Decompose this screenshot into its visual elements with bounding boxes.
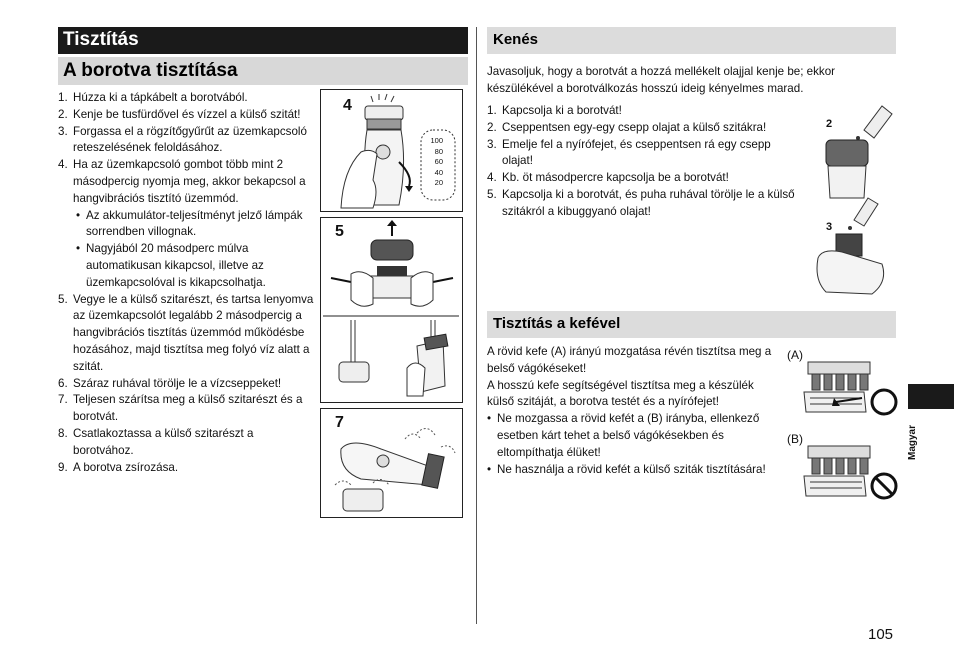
- brush-illustration: [784, 346, 899, 526]
- step-number: 6.: [58, 376, 68, 390]
- list-item: [487, 170, 797, 187]
- lubrication-intro-text: Javasoljuk, hogy a borotvát a hozzá mellékelt olajjal kenje be; ekkor készülékével a borotválkozás hosszú ideig kényelmes marad.: [487, 65, 836, 95]
- list-item: [58, 460, 316, 477]
- battery-level-40: 40: [434, 167, 443, 177]
- step-text: Forgassa el a rögzítőgyűrűt az üzemkapcsoló reteszelésének feloldásához.: [73, 124, 307, 155]
- list-item: [487, 137, 797, 171]
- step-text: Csatlakoztassa a külső szitarészt a borotvához.: [73, 426, 254, 457]
- battery-level-100: 100: [430, 136, 443, 145]
- step-text: Kenje be tusfürdővel és vízzel a külső szitát!: [73, 107, 301, 121]
- step-text: A borotva zsírozása.: [73, 460, 179, 474]
- page-title: [58, 57, 468, 85]
- remove-head-illustration: [321, 218, 462, 402]
- column-divider: [476, 27, 477, 624]
- bullet-text: Nagyjából 20 másodperc múlva automatikusan kikapcsol, illetve az üzemkapcsolóval is kikapcsolhatja.: [86, 242, 266, 289]
- figure-5: [320, 217, 463, 403]
- figure-number: 5: [335, 223, 344, 240]
- step-number: 8.: [58, 426, 68, 440]
- list-item: [58, 426, 316, 460]
- list-item: [487, 103, 797, 120]
- step-number: 5.: [58, 292, 68, 306]
- step-number: 3.: [58, 124, 68, 138]
- step-number: 4.: [487, 171, 497, 185]
- step4-bullets: [73, 208, 316, 292]
- step-number: 5.: [487, 187, 497, 201]
- list-item: [487, 462, 779, 479]
- lubrication-heading: [487, 27, 896, 54]
- page-title-text: A borotva tisztítása: [63, 60, 238, 81]
- cleaning-steps: [58, 90, 316, 476]
- step-number: 1.: [58, 91, 68, 104]
- figure-2-number: 2: [826, 118, 833, 130]
- list-item: [487, 187, 797, 221]
- lubrication-steps-list: [487, 103, 797, 221]
- list-item: [58, 90, 316, 107]
- step-number: 7.: [58, 393, 68, 407]
- step-text: Kapcsolja ki a borotvát, és puha ruhával törölje le a külső szitákról a kibuggyanó olajat!: [502, 187, 795, 218]
- battery-level-20: 20: [434, 178, 443, 187]
- battery-levels: [427, 136, 443, 189]
- step-text: Kb. öt másodpercre kapcsolja be a borotvát!: [502, 171, 729, 185]
- list-item: [487, 120, 797, 137]
- list-item: [58, 392, 316, 426]
- step-text: Száraz ruhával törölje le a vízcseppeket!: [73, 376, 282, 390]
- vibration-marks: [371, 94, 394, 102]
- list-item: [58, 124, 316, 158]
- language-tab: [908, 384, 954, 409]
- brush-figures: [784, 346, 899, 526]
- figure-7: [320, 408, 463, 518]
- label-b: (B): [787, 432, 803, 446]
- battery-level-60: 60: [434, 157, 443, 166]
- list-item: [58, 292, 316, 376]
- section-title: [58, 27, 468, 54]
- figure-number: 4: [343, 97, 352, 114]
- step-number: 9.: [58, 460, 68, 474]
- drying-illustration: [321, 409, 462, 517]
- list-item: [487, 411, 779, 461]
- step-text: Vegye le a külső szitarészt, és tartsa lenyomva az üzemkapcsolót legalább 2 másodpercig a hangvibrációs tisztítás üzemmód működésbe hozásához, majd tisztítsa meg folyó víz alatt a szitát.: [73, 292, 314, 373]
- step-text: Kapcsolja ki a borotvát!: [502, 104, 622, 117]
- label-a: (A): [787, 348, 803, 362]
- oil-illustration: [812, 100, 896, 300]
- step-number: 2.: [58, 107, 68, 121]
- section-title-text: Tisztítás: [63, 29, 139, 50]
- step-number: 2.: [487, 120, 497, 134]
- lubrication-intro: [487, 64, 887, 98]
- step-number: 1.: [487, 104, 497, 117]
- list-item: [76, 241, 316, 291]
- list-item: [76, 208, 316, 242]
- step-text: Cseppentsen egy-egy csepp olajat a külső szitákra!: [502, 120, 767, 134]
- list-item: [58, 376, 316, 393]
- brush-warnings: [487, 411, 779, 478]
- figure-3-number: 3: [826, 221, 833, 233]
- step-text: Emelje fel a nyírófejet, és cseppentsen rá egy csepp olajat!: [502, 137, 771, 168]
- list-item: [58, 157, 316, 291]
- step-text: Teljesen szárítsa meg a külső szitarészt és a borotvát.: [73, 393, 303, 424]
- brush-paragraph-1: A rövid kefe (A) irányú mozgatása révén tisztítsa meg a belső vágókéseket!: [487, 345, 772, 375]
- brush-cleaning-heading-text: Tisztítás a kefével: [493, 315, 621, 332]
- page-number: [868, 626, 893, 643]
- lubrication-heading-text: Kenés: [493, 31, 539, 48]
- bullet-text: Az akkumulátor-teljesítményt jelző lámpák sorrendben villognak.: [86, 208, 303, 239]
- brush-cleaning-heading: [487, 311, 896, 338]
- list-item: [58, 107, 316, 124]
- oil-figures: [812, 100, 896, 300]
- step-number: 3.: [487, 137, 497, 151]
- brush-paragraph-2: A hosszú kefe segítségével tisztítsa meg a készülék külső szitáját, a borotva testét és a nyírófejet!: [487, 378, 754, 409]
- step-text: Húzza ki a tápkábelt a borotvából.: [73, 91, 248, 104]
- cleaning-steps-list: [58, 90, 316, 476]
- battery-level-80: 80: [434, 146, 443, 156]
- page-number-text: 105: [868, 626, 894, 643]
- figure-4: [320, 89, 463, 212]
- lubrication-steps: [487, 103, 797, 221]
- language-label: [907, 414, 918, 460]
- step-text: Ha az üzemkapcsoló gombot több mint 2 másodpercig nyomja meg, akkor bekapcsol a hangvibrációs tisztító üzemmód.: [73, 158, 306, 205]
- brush-cleaning-text: [487, 344, 779, 478]
- step-number: 4.: [58, 158, 68, 172]
- bullet-text: Ne mozgassa a rövid kefét a (B) irányba, ellenkező esetben kárt tehet a belső vágókésekben és eltompíthatja élüket!: [497, 412, 760, 459]
- bullet-text: Ne használja a rövid kefét a külső sziták tisztítására!: [497, 462, 766, 476]
- figure-number: 7: [335, 414, 344, 431]
- language-label-text: Magyar: [907, 424, 918, 460]
